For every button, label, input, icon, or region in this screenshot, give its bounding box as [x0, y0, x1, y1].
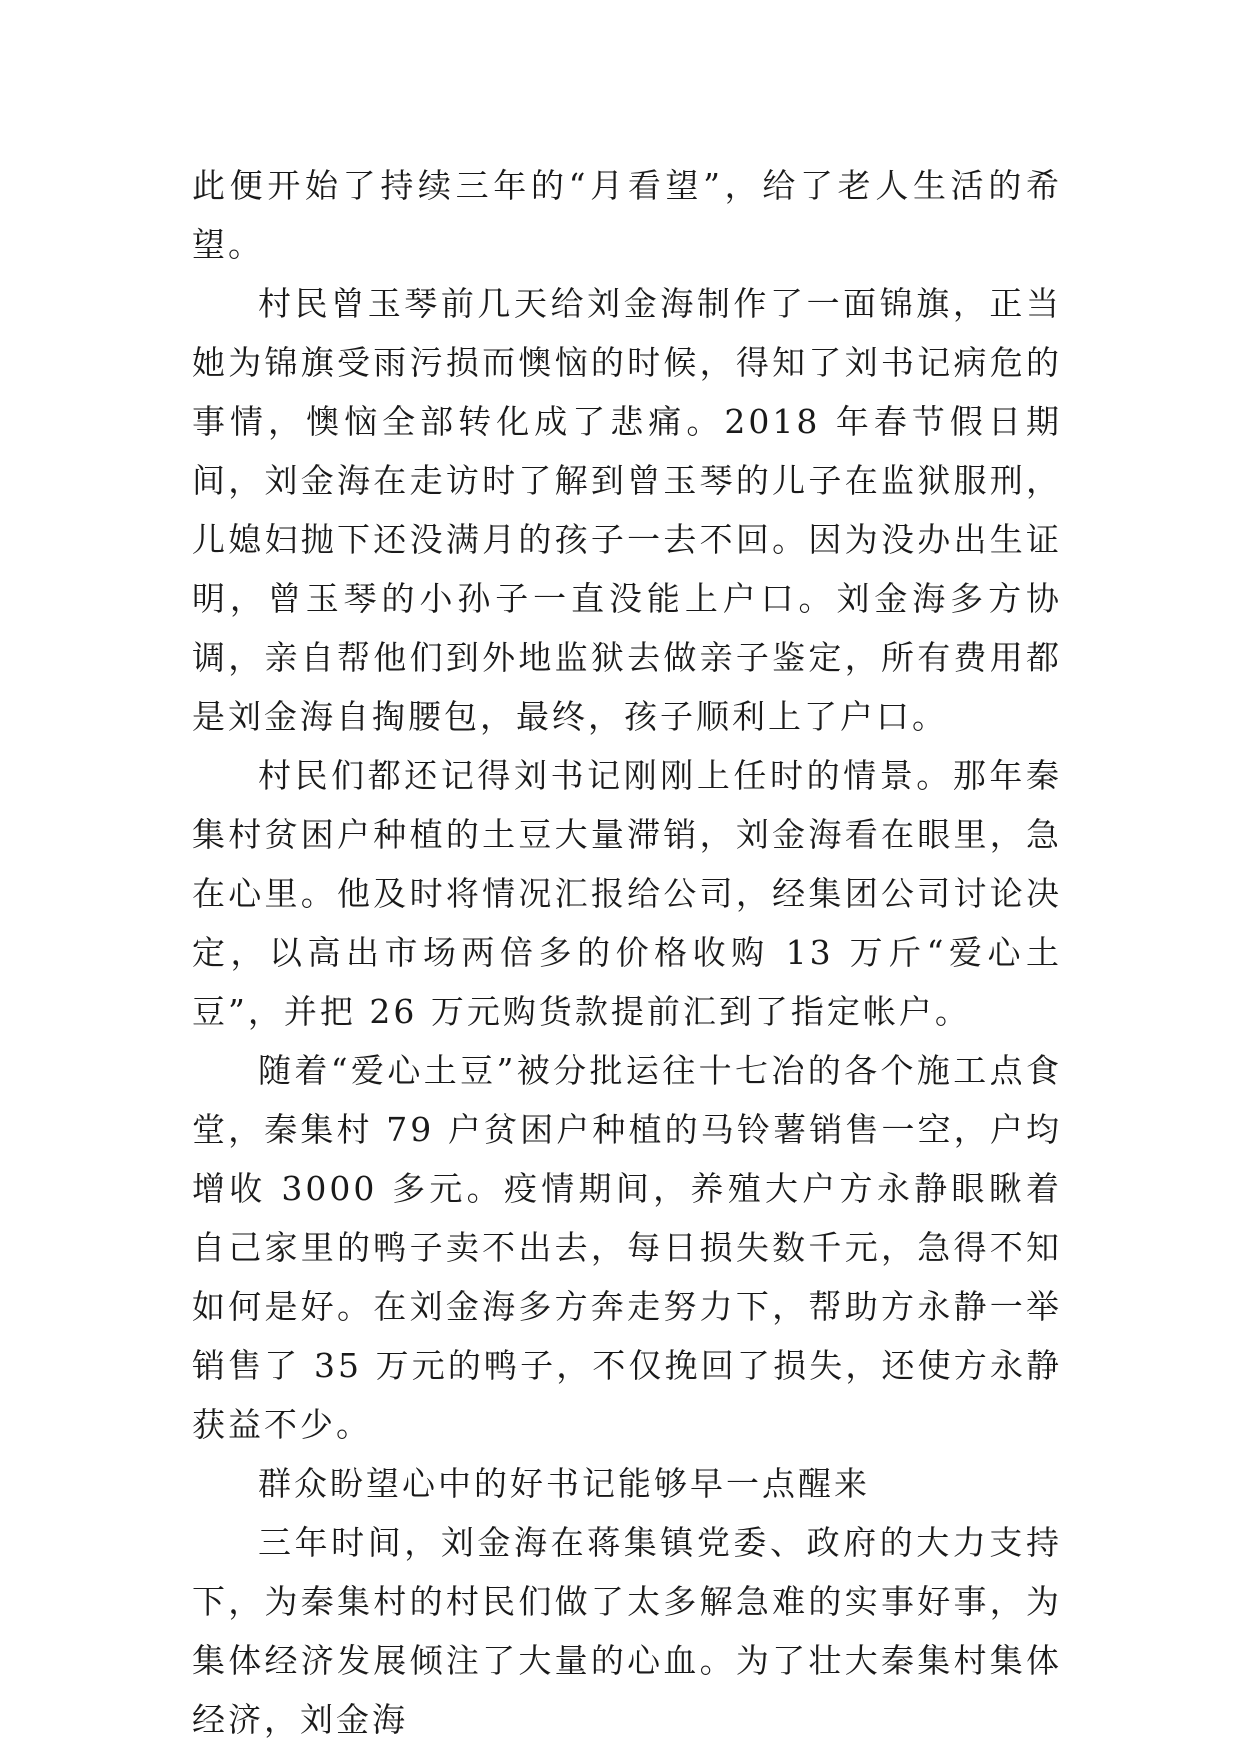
- paragraph-2: 村民曾玉琴前几天给刘金海制作了一面锦旗，正当她为锦旗受雨污损而懊恼的时候，得知了刘书记病危的事情，懊恼全部转化成了悲痛。2018 年春节假日期间，刘金海在走访时了解到曾玉琴的儿子在监狱服刑，儿媳妇抛下还没满月的孩子一去不回。因为没办出生证明，曾玉琴的小孙子一直没能上户口。刘金海多方协调，亲自帮他们到外地监狱去做亲子鉴定，所有费用都是刘金海自掏腰包，最终，孩子顺利上了户口。: [192, 284, 1062, 736]
- document-body: [192, 156, 1062, 1749]
- paragraph-4: 随着“爱心土豆”被分批运往十七冶的各个施工点食堂，秦集村 79 户贫困户种植的马铃薯销售一空，户均增收 3000 多元。疫情期间，养殖大户方永静眼瞅着自己家里的鸭子卖不出去，每日损失数千元，急得不知如何是好。在刘金海多方奔走努力下，帮助方永静一举销售了 35 万元的鸭子，不仅挽回了损失，还使方永静获益不少。: [192, 1051, 1062, 1444]
- paragraph-3: 村民们都还记得刘书记刚刚上任时的情景。那年秦集村贫困户种植的土豆大量滞销，刘金海看在眼里，急在心里。他及时将情况汇报给公司，经集团公司讨论决定，以高出市场两倍多的价格收购 13 万斤“爱心土豆”，并把 26 万元购货款提前汇到了指定帐户。: [192, 756, 1062, 1031]
- paragraph-6: 三年时间，刘金海在蒋集镇党委、政府的大力支持下，为秦集村的村民们做了太多解急难的实事好事，为集体经济发展倾注了大量的心血。为了壮大秦集村集体经济，刘金海: [192, 1523, 1062, 1739]
- section-heading: 群众盼望心中的好书记能够早一点醒来: [258, 1464, 870, 1503]
- paragraph-1: 此便开始了持续三年的“月看望”，给了老人生活的希望。: [192, 166, 1062, 264]
